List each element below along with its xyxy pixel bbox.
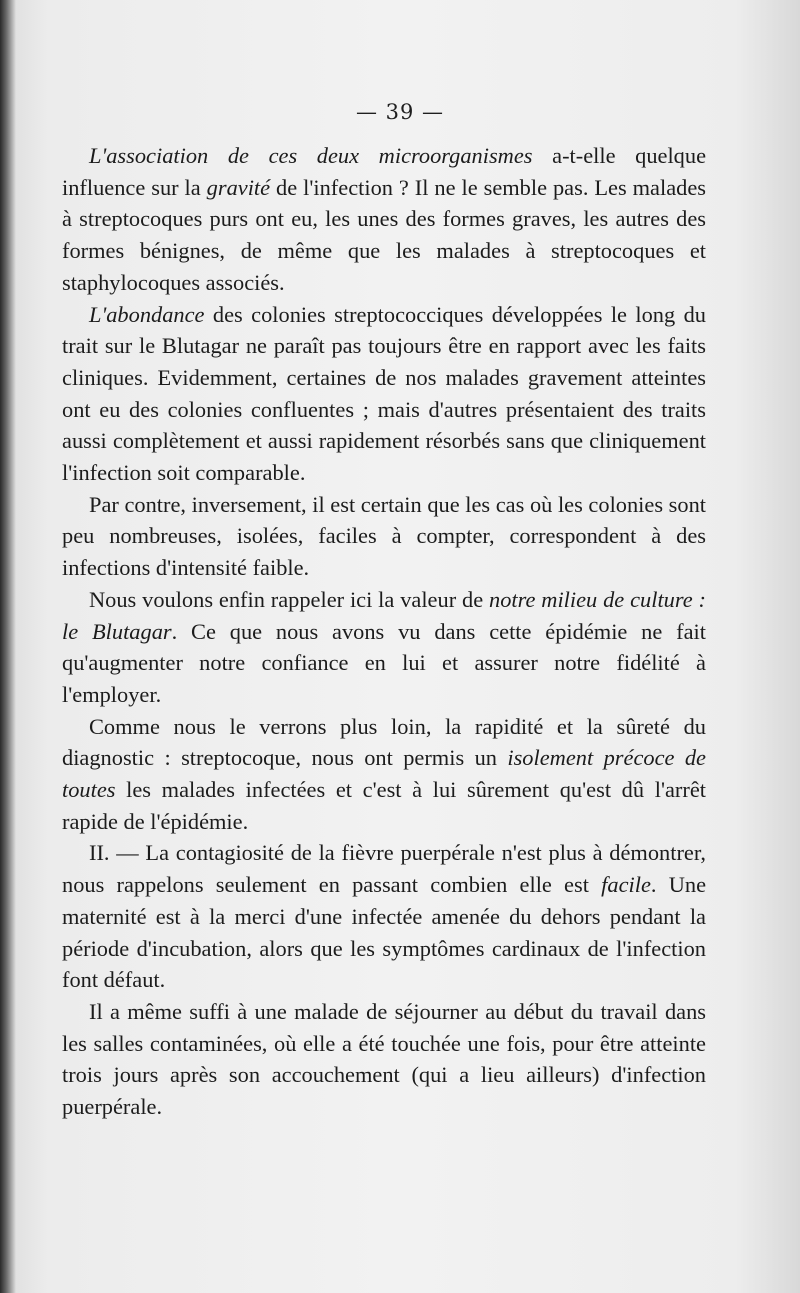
binding-shadow [0,0,16,1293]
text-run: . Une maternité est à la merci d'une infectée amenée du dehors pendant la période d'incubation, alors que les symptômes cardinaux de l'infection font défaut. [62,872,707,993]
text-run: II. — La contagiosité de la fièvre puerpérale n'est plus à démontrer, nous rappelons seulement en passant combien elle est [62,840,706,898]
text-run: isolement précoce de toutes [62,745,706,803]
text-run: Nous voulons enfin rappeler ici la valeur de [89,586,489,612]
text-run: facile [601,872,651,898]
text-run: Il a même suffi à une malade de séjourner au début du travail dans les salles contaminées, où elle a été touchée une fois, pour être atteinte trois jours après son accouchement (qui a lieu ailleurs) d'infection puerpérale. [62,998,706,1120]
text-run: Comme nous le verrons plus loin, la rapidité et la sûreté du diagnostic : streptocoque, nous ont permis un [62,713,706,771]
page-number: — 39 — [355,100,445,124]
paragraph-1 [62,140,706,299]
paragraph-5 [62,711,706,838]
text-run: les malades infectées et c'est à lui sûrement qu'est dû l'arrêt rapide de l'épidémie. [62,777,706,834]
text-run: . Ce que nous avons vu dans cette épidémie ne fait qu'augmenter notre confiance en lui et assurer notre fidélité à l'employer. [62,618,706,707]
text-run: des colonies streptococciques développées le long du trait sur le Blutagar ne paraît pas toujours être en rapport avec les faits cliniques. Evidemment, certaines de nos malades gravement atteintes ont eu des colonies confluentes ; mais d'autres présentaient des traits aussi complètement et aussi rapidement résorbés sans que cliniquement l'infection soit comparable. [62,301,706,486]
paragraph-7 [62,996,706,1123]
text-run: L'association de ces deux microorganismes [89,143,533,168]
text-run: notre milieu de culture : le Blutagar [62,586,706,644]
text-run: Par contre, inversement, il est certain que les cas où les colonies sont peu nombreuses, isolées, faciles à compter, correspondent à des infections d'intensité faible. [62,491,706,581]
paragraph-2 [62,299,706,489]
text-run: L'abondance [89,301,205,327]
paragraph-6 [62,837,706,996]
text-run: gravité [206,174,271,200]
text-run: a-t-elle quelque influence sur la [62,143,707,200]
text-run: de l'infection ? Il ne le semble pas. Les malades à streptocoques purs ont eu, les unes des formes graves, les autres des formes bénignes, de même que les malades à streptocoques et staphylocoques associés. [62,174,706,295]
paragraph-4 [62,584,706,711]
body-text [62,140,706,1123]
paragraph-3 [62,489,706,584]
